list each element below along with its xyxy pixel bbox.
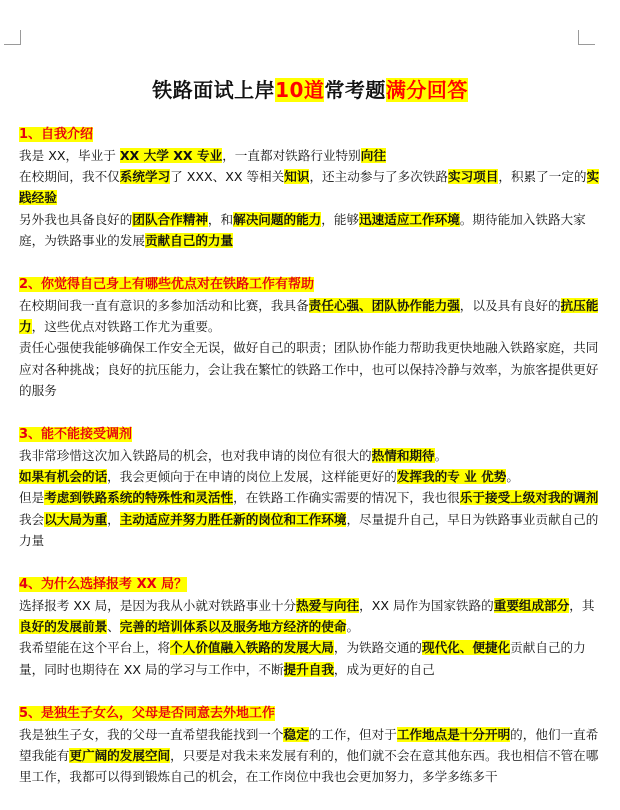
highlighted-text: 抗压能力 xyxy=(19,298,599,335)
paragraph xyxy=(19,337,604,401)
document-body xyxy=(19,124,604,810)
highlighted-text: 工作地点是十分开明 xyxy=(396,726,511,742)
title-part-3: 常考题 xyxy=(324,78,386,102)
text-run: 。 xyxy=(506,469,519,485)
text-run: ，XX 局作为国家铁路的 xyxy=(359,598,494,614)
page-corner-mark-left xyxy=(4,30,21,45)
highlighted-text: 考虑到铁路系统的特殊性和灵活性 xyxy=(44,490,234,506)
text-run: ，能够 xyxy=(321,211,360,227)
section-3 xyxy=(19,424,604,551)
text-run: 贡献自己的力量，同时也期待在 XX 局的学习与工作中，不断 xyxy=(19,640,586,677)
text-run: 但是 xyxy=(19,490,45,506)
paragraph xyxy=(19,487,604,508)
section-heading xyxy=(19,574,604,595)
text-run: 我会 xyxy=(19,511,45,527)
section-2 xyxy=(19,274,604,401)
paragraph xyxy=(19,209,604,251)
paragraph xyxy=(19,295,604,337)
highlighted-text: 现代化、便捷化 xyxy=(422,640,511,656)
highlighted-text: 实习项目 xyxy=(447,169,499,185)
paragraph xyxy=(19,637,604,679)
highlighted-text: XX 大学 XX 专业 xyxy=(119,148,223,163)
highlighted-text: 重要组成部分 xyxy=(493,598,570,614)
text-run: ，我会更倾向于在申请的岗位上发展，这样能更好的 xyxy=(107,469,397,485)
highlighted-text: 乐于接受上级对我的调剂 xyxy=(459,490,599,506)
text-run: 、 xyxy=(107,619,120,635)
text-run: 我是 XX，毕业于 xyxy=(19,148,120,163)
text-run: 。 xyxy=(434,448,448,464)
highlighted-text: 稳定 xyxy=(283,726,309,742)
highlighted-text: 知识 xyxy=(284,169,310,185)
section-heading-text: 1、自我介绍 xyxy=(19,127,94,142)
highlighted-text: 热情和期待 xyxy=(371,448,435,464)
highlighted-text: 如果有机会的话 xyxy=(19,469,108,485)
paragraph xyxy=(19,445,604,466)
text-run: 我希望能在这个平台上，将 xyxy=(19,640,171,656)
highlighted-text: 发挥我的专 业 优势 xyxy=(396,469,507,485)
highlighted-text: 提升自我 xyxy=(283,661,334,677)
text-run: 。 xyxy=(346,619,360,635)
text-run: 的，他们一直希望我能有 xyxy=(19,726,599,764)
highlighted-text: 团队合作精神 xyxy=(132,211,208,227)
document-title xyxy=(0,74,620,103)
highlighted-text: 以大局为重 xyxy=(44,511,108,527)
highlighted-text: 主动适应并努力胜任新的岗位和工作环境 xyxy=(119,511,347,527)
title-part-1: 铁路面试上岸 xyxy=(152,78,276,102)
highlighted-text: 系统学习 xyxy=(119,169,171,185)
text-run: 选择报考 XX 局，是因为我从小就对铁路事业十分 xyxy=(19,598,297,614)
text-run: ，这些优点对铁路工作尤为重要。 xyxy=(31,319,221,335)
text-run: 责任心强使我能够确保工作安全无误，做好自己的职责；团队协作能力帮助我更快地融入铁路家庭，共同应对各种挑战；良好的抗压能力，会让我在繁忙的铁路工作中，也可以保持冷静与效率，为旅客提供更好的服务 xyxy=(19,340,599,398)
text-run: ，其 xyxy=(569,598,595,614)
text-run: 在校期间我一直有意识的多参加活动和比赛，我具备 xyxy=(19,298,309,314)
paragraph xyxy=(19,509,604,551)
text-run: ，为铁路交通的 xyxy=(333,640,422,656)
text-run: 了 XXX、XX 等相关 xyxy=(170,169,285,185)
section-heading xyxy=(19,424,604,445)
section-heading-text: 2、你觉得自己身上有哪些优点对在铁路工作有帮助 xyxy=(19,277,315,293)
text-run: ， xyxy=(107,511,120,527)
highlighted-text: 个人价值融入铁路的发展大局 xyxy=(170,640,334,656)
title-part-4: 满分回答 xyxy=(385,78,468,102)
highlighted-text: 更广阔的发展空间 xyxy=(69,748,171,764)
text-run: 在校期间，我不仅 xyxy=(19,169,120,185)
text-run: 我非常珍惜这次加入铁路局的机会，也对我申请的岗位有很大的 xyxy=(19,448,372,464)
section-heading-text: 5、是独生子女么，父母是否同意去外地工作 xyxy=(19,705,276,721)
paragraph xyxy=(19,145,604,166)
section-5 xyxy=(19,703,604,788)
highlighted-text: 实践经验 xyxy=(19,169,600,206)
section-heading-text: 4、为什么选择报考 XX 局？ xyxy=(19,577,188,593)
paragraph xyxy=(19,166,604,208)
highlighted-text: 贡献自己的力量 xyxy=(144,232,234,248)
text-run: ，成为更好的自己 xyxy=(333,661,435,677)
section-4 xyxy=(19,574,604,680)
highlighted-text: 热爱与向往 xyxy=(296,598,360,614)
text-run: ，积累了一定的 xyxy=(498,169,587,185)
section-1 xyxy=(19,124,604,251)
text-run: ，以及具有良好的 xyxy=(459,298,561,314)
text-run: 的工作，但对于 xyxy=(308,726,397,742)
text-run: ，和 xyxy=(207,211,234,227)
paragraph xyxy=(19,724,604,788)
section-heading xyxy=(19,124,604,145)
highlighted-text: 迅速适应工作环境 xyxy=(359,211,460,227)
text-run: 。期待能加入铁路大家庭，为铁路事业的发展 xyxy=(19,211,586,248)
highlighted-text: 解决问题的能力 xyxy=(233,211,322,227)
text-run: ，在铁路工作确实需要的情况下，我也很 xyxy=(233,490,460,506)
title-part-2: 10道 xyxy=(275,78,325,102)
section-heading xyxy=(19,274,604,295)
highlighted-text: 良好的发展前景 xyxy=(19,619,108,635)
text-run: 另外我也具备良好的 xyxy=(19,211,133,227)
highlighted-text: 完善的培训体系以及服务地方经济的使命 xyxy=(119,619,347,635)
text-run: ，还主动参与了多次铁路 xyxy=(309,169,448,185)
paragraph xyxy=(19,466,604,487)
paragraph xyxy=(19,595,604,637)
text-run: ，一直都对铁路行业特别 xyxy=(222,148,361,163)
text-run: 我是独生子女，我的父母一直希望我能找到一个 xyxy=(19,726,284,742)
page-corner-mark-right xyxy=(578,30,595,45)
highlighted-text: 向往 xyxy=(360,148,386,163)
highlighted-text: 责任心强、团队协作能力强 xyxy=(308,298,460,314)
section-heading xyxy=(19,703,604,724)
text-run: ，尽量提升自己，早日为铁路事业贡献自己的力量 xyxy=(19,511,599,548)
text-run: ，只要是对我未来发展有利的，他们就不会在意其他东西。我也相信不管在哪里工作，我都可以得到锻炼自己的机会，在工作岗位中我也会更加努力，多学多练多干 xyxy=(19,748,599,785)
section-heading-text: 3、能不能接受调剂 xyxy=(19,427,133,443)
